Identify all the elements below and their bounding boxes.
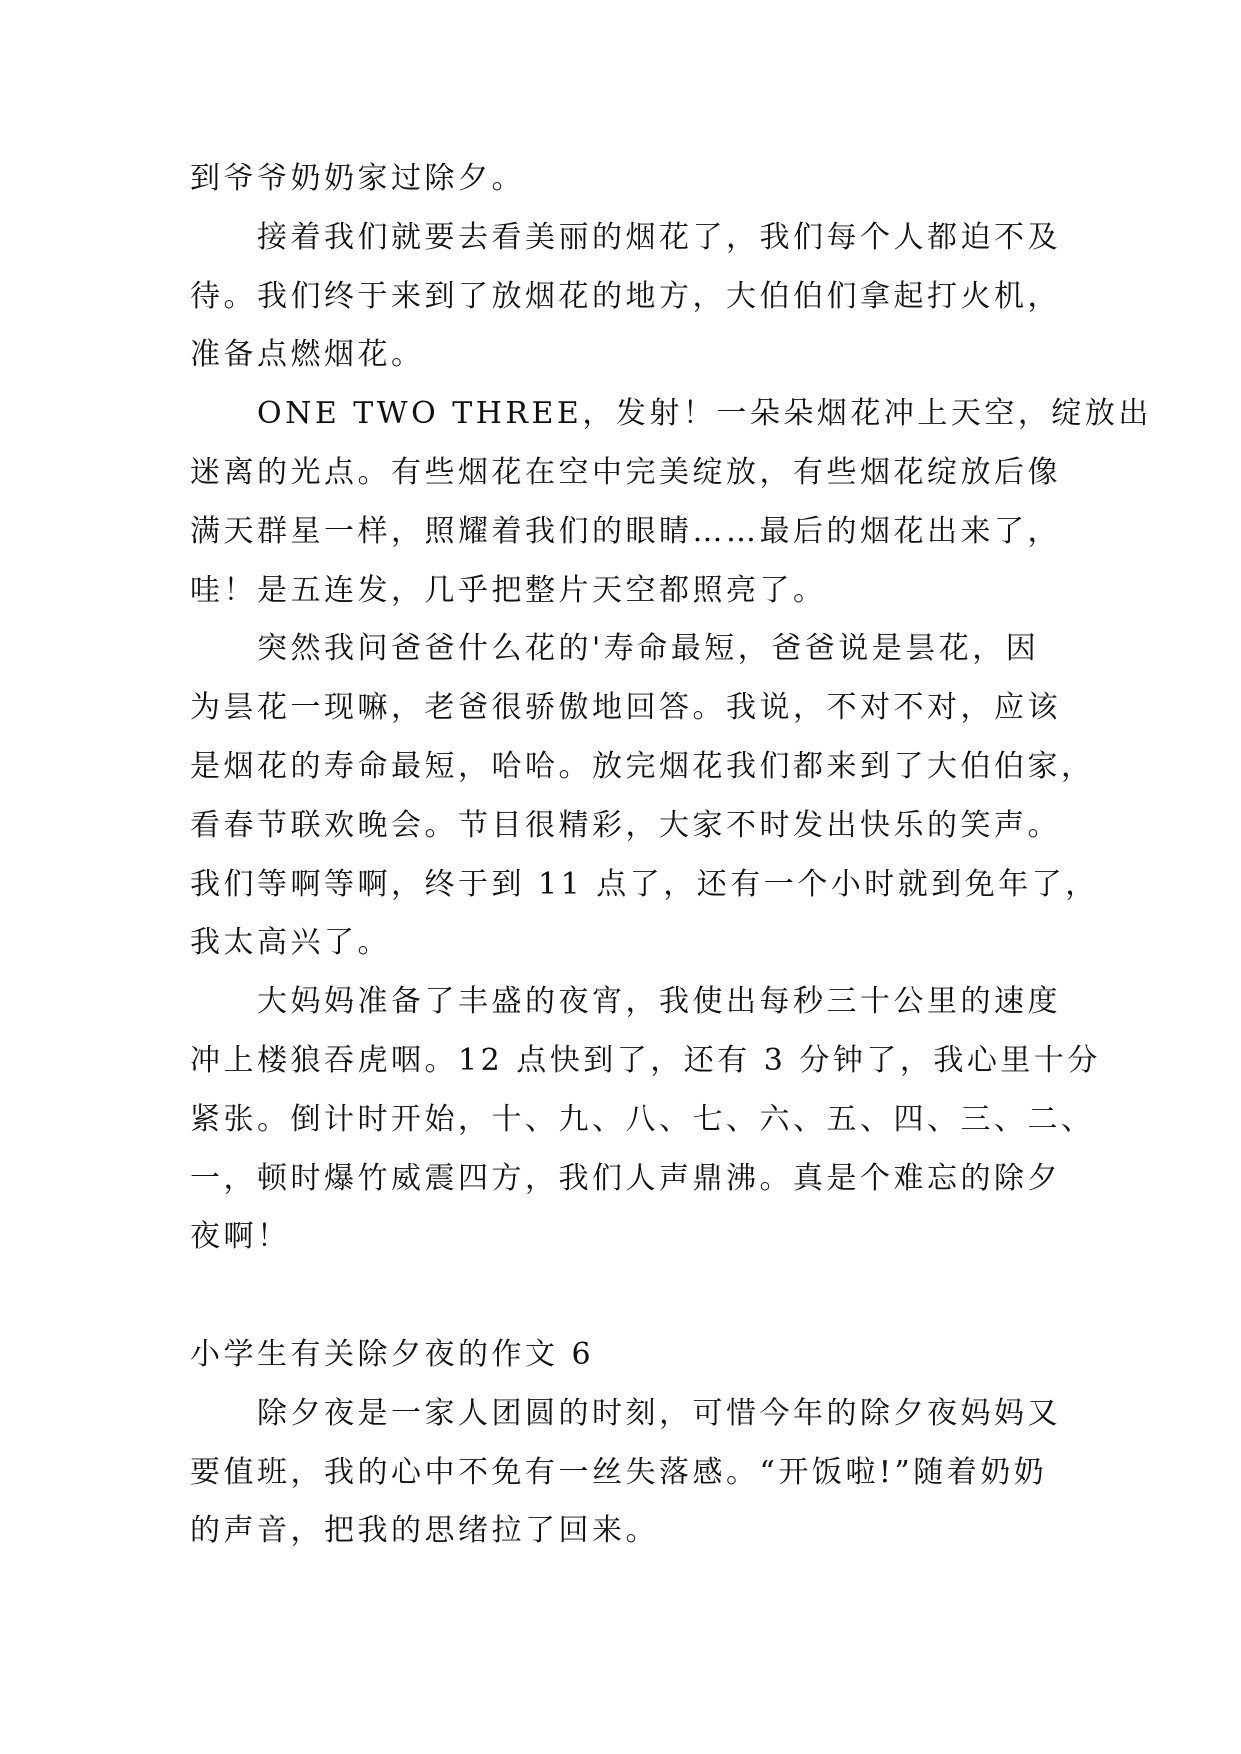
paragraph-line: 待。我们终于来到了放烟花的地方，大伯伯们拿起打火机， — [190, 278, 1061, 314]
paragraph-line: 我太高兴了。 — [190, 925, 391, 961]
paragraph-line: 的声音，把我的思绪拉了回来。 — [190, 1513, 659, 1549]
paragraph — [190, 385, 1150, 620]
paragraph — [190, 973, 1150, 1267]
paragraph — [190, 620, 1150, 973]
paragraph-line: 接着我们就要去看美丽的烟花了，我们每个人都迫不及 — [257, 219, 1061, 255]
paragraph-line: 迷离的光点。有些烟花在空中完美绽放，有些烟花绽放后像 — [190, 454, 1061, 490]
paragraph-line: 为昙花一现嘛，老爸很骄傲地回答。我说，不对不对，应该 — [190, 690, 1061, 726]
blank-line — [190, 1267, 1150, 1326]
paragraph-line: 夜啊！ — [190, 1219, 291, 1255]
paragraph-line: 突然我问爸爸什么花的'寿命最短，爸爸说是昙花，因 — [257, 631, 1040, 667]
section-heading-block — [190, 1326, 1150, 1385]
paragraph-line: 紧张。倒计时开始，十、九、八、七、六、五、四、三、二、 — [190, 1101, 1095, 1137]
document-body — [190, 150, 1150, 1561]
paragraph-line: 到爷爷奶奶家过除夕。 — [190, 161, 525, 196]
paragraph-line: 满天群星一样，照耀着我们的眼睛……最后的烟花出来了， — [190, 513, 1061, 549]
paragraph-line: 要值班，我的心中不免有一丝失落感。“开饭啦!”随着奶奶 — [190, 1454, 1048, 1490]
paragraph-line: 看春节联欢晚会。节目很精彩，大家不时发出快乐的笑声。 — [190, 807, 1061, 843]
paragraph-line: 冲上楼狼吞虎咽。12 点快到了，还有 3 分钟了，我心里十分 — [190, 1042, 1101, 1078]
paragraph-line: ONE TWO THREE，发射！一朵朵烟花冲上天空，绽放出 — [257, 396, 1152, 432]
paragraph-line: 除夕夜是一家人团圆的时刻，可惜今年的除夕夜妈妈又 — [257, 1395, 1061, 1431]
paragraph — [190, 150, 1150, 209]
paragraph-line: 我们等啊等啊，终于到 11 点了，还有一个小时就到免年了， — [190, 866, 1099, 902]
paragraph-line: 是烟花的寿命最短，哈哈。放完烟花我们都来到了大伯伯家， — [190, 748, 1095, 784]
paragraph-line: 一，顿时爆竹威震四方，我们人声鼎沸。真是个难忘的除夕 — [190, 1160, 1061, 1196]
paragraph — [190, 209, 1150, 385]
paragraph — [190, 1385, 1150, 1561]
paragraph-line: 哇！是五连发，几乎把整片天空都照亮了。 — [190, 572, 827, 608]
paragraph-line: 大妈妈准备了丰盛的夜宵，我使出每秒三十公里的速度 — [257, 984, 1061, 1020]
paragraph-line: 准备点燃烟花。 — [190, 337, 425, 373]
section-heading: 小学生有关除夕夜的作文 6 — [190, 1336, 595, 1372]
